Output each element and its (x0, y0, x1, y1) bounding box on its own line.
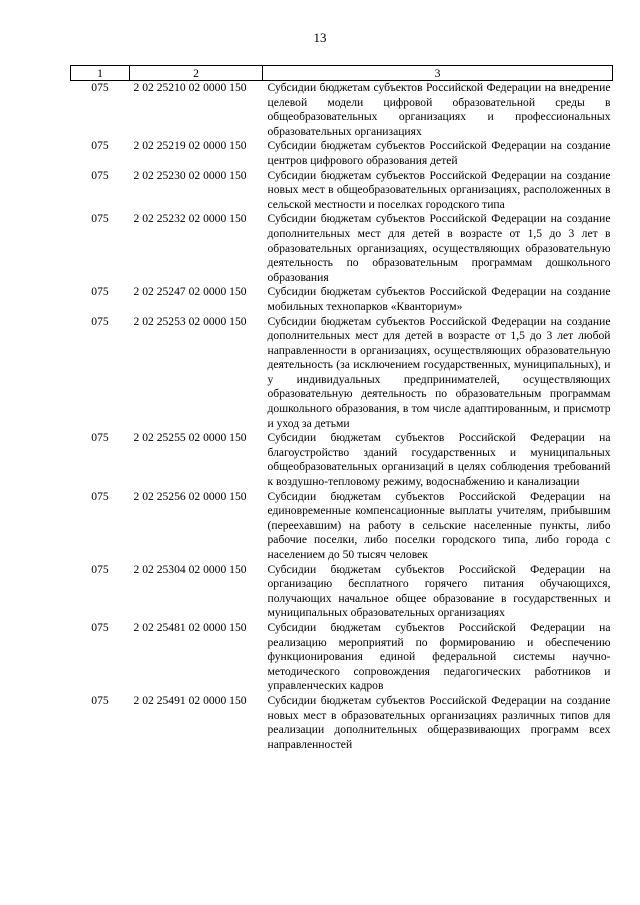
column-header-3: 3 (263, 66, 613, 81)
budget-code-cell: 2 02 25256 02 0000 150 (133, 489, 247, 503)
budget-code-cell: 2 02 25232 02 0000 150 (133, 212, 247, 226)
column-header-1: 1 (71, 66, 130, 81)
budget-code-cell: 2 02 25481 02 0000 150 (133, 620, 247, 634)
budget-classification-table (70, 65, 613, 752)
budget-code-cell: 2 02 25247 02 0000 150 (133, 285, 247, 299)
income-name-cell: Субсидии бюджетам субъектов Российской Федерации на внедрение целевой модели цифровой образовательной среды в общеобразовательных организациях и профессиональных образовательных организациях (267, 81, 611, 138)
table-row (71, 169, 613, 213)
admin-code-cell: 075 (91, 168, 109, 182)
table-row (71, 490, 613, 563)
budget-code-cell: 2 02 25304 02 0000 150 (133, 562, 247, 576)
table-row (71, 563, 613, 621)
table-row (71, 81, 613, 140)
table-row (71, 315, 613, 432)
column-header-2: 2 (130, 66, 263, 81)
income-name-cell: Субсидии бюджетам субъектов Российской Федерации на благоустройство зданий государственных и муниципальных общеобразовательных организаций в целях соблюдения требований к воздушно-тепловому режиму, водоснабжению и канализации (267, 431, 611, 489)
income-name-cell: Субсидии бюджетам субъектов Российской Федерации на создание новых мест в общеобразовательных организациях, расположенных в сельской местности и поселках городского типа (267, 168, 611, 211)
income-name-cell: Субсидии бюджетам субъектов Российской Федерации на реализацию мероприятий по формированию и обеспечению функционирования единой федеральной системы научно-методического сопровождения педагогических работников и управленческих кадров (267, 620, 611, 693)
page-number: 13 (313, 30, 327, 45)
admin-code-cell: 075 (91, 620, 109, 634)
budget-code-cell: 2 02 25491 02 0000 150 (133, 693, 247, 707)
admin-code-cell: 075 (91, 139, 109, 153)
table-row (71, 212, 613, 285)
table-row (71, 431, 613, 489)
income-name-cell: Субсидии бюджетам субъектов Российской Федерации на организацию бесплатного горячего питания обучающихся, получающих начальное общее образование в государственных и муниципальных образовательных организациях (267, 562, 611, 620)
table-body (71, 81, 613, 753)
budget-code-cell: 2 02 25210 02 0000 150 (133, 81, 247, 94)
admin-code-cell: 075 (91, 431, 109, 445)
table-row (71, 285, 613, 314)
admin-code-cell: 075 (91, 693, 109, 707)
income-name-cell: Субсидии бюджетам субъектов Российской Федерации на создание дополнительных мест для детей в возрасте от 1,5 до 3 лет любой направленности в организациях, осуществляющих образовательную деятельность (за исключением государственных, муниципальных), и у индивидуальных предпринимателей, осуществляющих образовательную деятельность по образовательным программам дошкольного образования, в том числе адаптированным, и присмотр и уход за детьми (267, 314, 611, 430)
admin-code-cell: 075 (91, 212, 109, 226)
income-name-cell: Субсидии бюджетам субъектов Российской Федерации на создание новых мест в образовательных организациях различных типов для реализации дополнительных общеразвивающих программ всех направленностей (267, 693, 611, 751)
admin-code-cell: 075 (91, 562, 109, 576)
budget-code-cell: 2 02 25219 02 0000 150 (133, 139, 247, 153)
income-name-cell: Субсидии бюджетам субъектов Российской Федерации на создание дополнительных мест для детей в возрасте от 1,5 до 3 лет в образовательных организациях, осуществляющих образовательную деятельность по образовательным программам дошкольного образования (267, 212, 611, 284)
income-name-cell: Субсидии бюджетам субъектов Российской Федерации на создание центров цифрового образования детей (267, 139, 611, 167)
budget-code-cell: 2 02 25253 02 0000 150 (133, 314, 247, 328)
admin-code-cell: 075 (91, 285, 109, 299)
budget-code-cell: 2 02 25230 02 0000 150 (133, 168, 247, 182)
admin-code-cell: 075 (91, 314, 109, 328)
income-name-cell: Субсидии бюджетам субъектов Российской Федерации на создание мобильных технопарков «Кванториум» (267, 285, 611, 313)
table-header (71, 66, 613, 81)
table-row (71, 694, 613, 752)
table-row (71, 139, 613, 168)
table-row (71, 621, 613, 694)
income-name-cell: Субсидии бюджетам субъектов Российской Федерации на единовременные компенсационные выплаты учителям, прибывшим (переехавшим) на работу в сельские населенные пункты, либо рабочие поселки, либо поселки городского типа, либо города с населением до 50 тысяч человек (267, 489, 611, 561)
admin-code-cell: 075 (91, 81, 109, 94)
admin-code-cell: 075 (91, 489, 109, 503)
budget-code-cell: 2 02 25255 02 0000 150 (133, 431, 247, 445)
